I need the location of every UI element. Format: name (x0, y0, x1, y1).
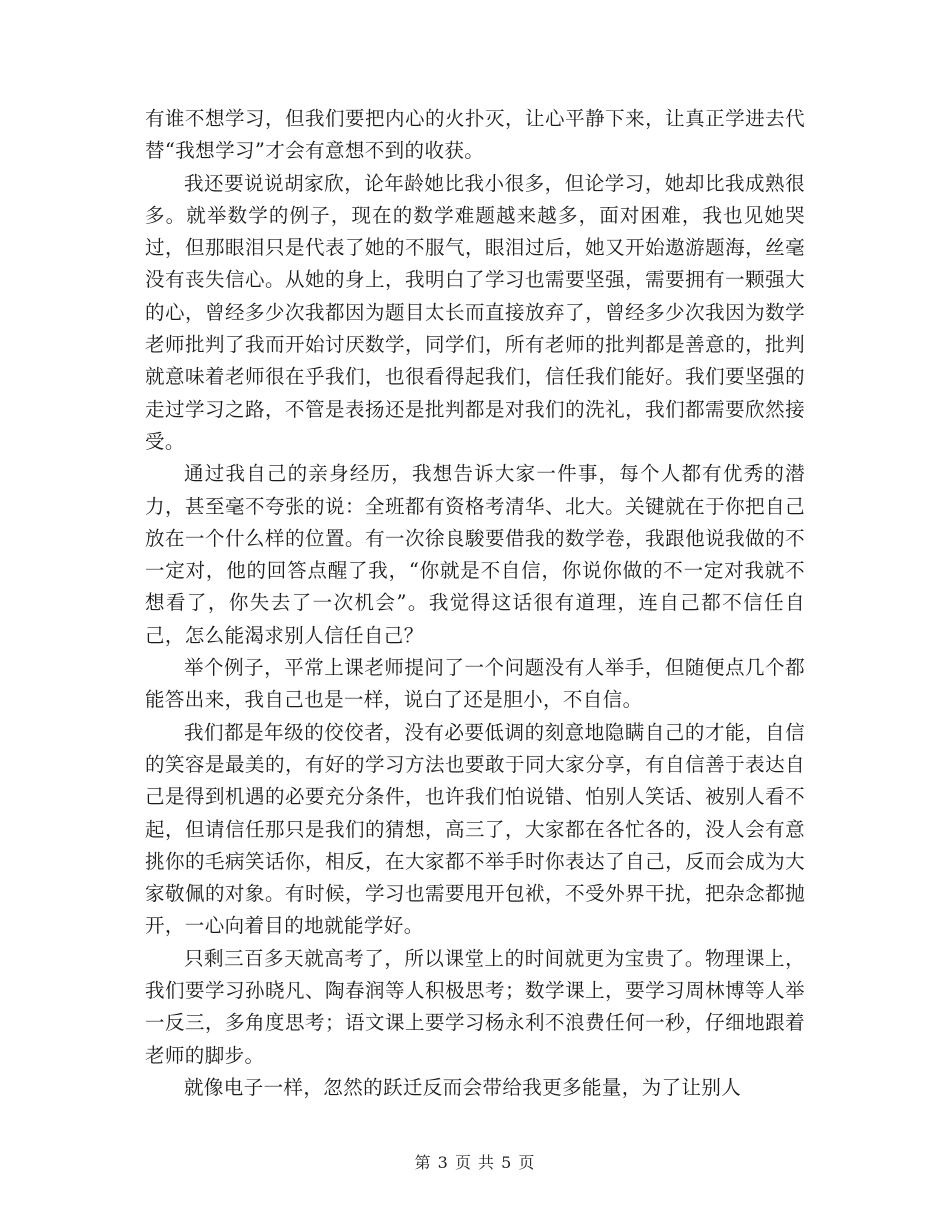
paragraph-4: 举个例子，平常上课老师提问了一个问题没有人举手，但随便点几个都能答出来，我自己也是一样，说白了还是胆小，不自信。 (145, 656, 805, 712)
page-number-footer: 第 3 页 共 5 页 (414, 1153, 536, 1172)
paragraph-1: 有谁不想学习，但我们要把内心的火扑灭，让心平静下来，让真正学进去代替“我想学习”才会有意想不到的收获。 (145, 107, 805, 163)
paragraph-3: 通过我自己的亲身经历，我想告诉大家一件事，每个人都有优秀的潜力，甚至毫不夸张的说：全班都有资格考清华、北大。关键就在于你把自己放在一个什么样的位置。有一次徐良駿要借我的数学卷，我跟他说我做的不一定对，他的回答点醒了我，“你就是不自信，你说你做的不一定对我就不想看了，你失去了一次机会”。我觉得这话很有道理，连自己都不信任自己，怎么能渴求别人信任自己？ (145, 462, 805, 647)
paragraph-5: 我们都是年级的佼佼者，没有必要低调的刻意地隐瞒自己的才能，自信的笑容是最美的，有好的学习方法也要敢于同大家分享，有自信善于表达自己是得到机遇的必要充分条件，也许我们怕说错、怕别人笑话、被别人看不起，但请信任那只是我们的猜想，高三了，大家都在各忙各的，没人会有意挑你的毛病笑话你，相反，在大家都不举手时你表达了自己，反而会成为大家敬佩的对象。有时候，学习也需要甩开包袱，不受外界干扰，把杂念都抛开，一心向着目的地就能学好。 (145, 720, 805, 938)
document-body (145, 103, 805, 1104)
paragraph-7: 就像电子一样，忽然的跃迁反而会带给我更多能量，为了让别人 (184, 1075, 742, 1099)
paragraph-6: 只剩三百多天就高考了，所以课堂上的时间就更为宝贵了。物理课上，我们要学习孙晓凡、陶春润等人积极思考；数学课上，要学习周林博等人举一反三，多角度思考；语文课上要学习杨永利不浪费任何一秒，仔细地跟着老师的脚步。 (145, 946, 805, 1067)
paragraph-2: 我还要说说胡家欣，论年龄她比我小很多，但论学习，她却比我成熟很多。就举数学的例子，现在的数学难题越来越多，面对困难，我也见她哭过，但那眼泪只是代表了她的不服气，眼泪过后，她又开始遨游题海，丝毫没有丧失信心。从她的身上，我明白了学习也需要坚强，需要拥有一颗强大的心，曾经多少次我都因为题目太长而直接放弃了，曾经多少次我因为数学老师批判了我而开始讨厌数学，同学们，所有老师的批判都是善意的，批判就意味着老师很在乎我们，也很看得起我们，信任我们能好。我们要坚强的走过学习之路，不管是表扬还是批判都是对我们的洗礼，我们都需要欣然接受。 (145, 171, 805, 453)
